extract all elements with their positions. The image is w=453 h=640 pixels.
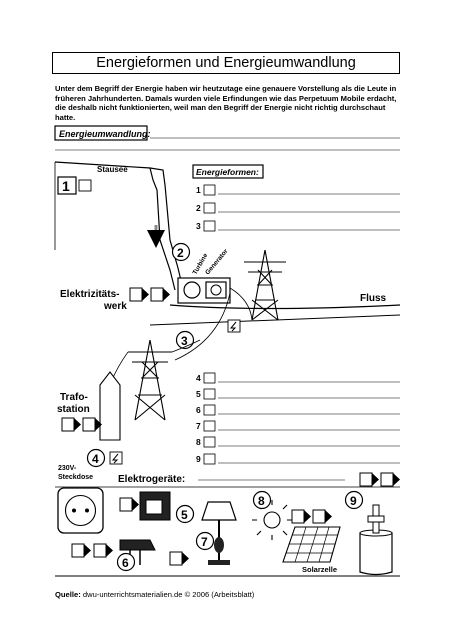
- solar-answer-boxes: [292, 510, 332, 523]
- energy-row-1: [196, 185, 400, 195]
- power-mast-2: [128, 340, 172, 420]
- rotation-icon: [204, 203, 215, 213]
- energy-row-number: 4: [196, 373, 201, 383]
- energy-row-number: 7: [196, 421, 201, 431]
- intro-text: Unter dem Begriff der Energie haben wir heutzutage eine genauere Vorstellung als die Leute in früheren Jahrhunderten. Damals wurden viele Erfindungen wie das Perpetuum Mobile erdacht, die deshalb nicht funktionierten, weil man den Begriff der Energie nicht richtig durchschaut hatte.: [55, 84, 397, 122]
- generator-label: Generator: [204, 247, 230, 277]
- energy-icon-box: [204, 185, 215, 195]
- energy-answer-box: [79, 180, 91, 191]
- stausee-label: Stausee: [97, 165, 128, 174]
- number-5: 5: [181, 508, 188, 522]
- lightning-icon: [204, 221, 215, 231]
- trafo-station: [100, 372, 120, 440]
- power-mast-1: [244, 250, 286, 320]
- lightning-icon: [228, 320, 240, 332]
- steckdose-label-1: 230V-: [58, 465, 77, 472]
- elektrogeraete-label: Elektrogeräte:: [118, 474, 186, 485]
- energy-row-5: [196, 389, 400, 399]
- trafo-label-1: Trafo-: [60, 392, 88, 403]
- number-7: 7: [201, 535, 208, 549]
- number-2: 2: [177, 246, 184, 260]
- number-3: 3: [181, 334, 188, 348]
- page-title-text: Energieformen und Energieumwandlung: [96, 55, 356, 71]
- solar-panel-icon: [283, 527, 340, 562]
- energy-row-number: 8: [196, 437, 201, 447]
- energy-row-number: 2: [196, 203, 201, 213]
- lightning-icon: [110, 452, 122, 464]
- footer-label: Quelle:: [55, 590, 81, 599]
- energy-list-top: [196, 185, 400, 231]
- number-9: 9: [350, 494, 357, 508]
- number-1: 1: [62, 178, 70, 194]
- trafo-label-2: station: [57, 404, 90, 415]
- energy-row-4: [196, 373, 400, 383]
- solarzelle-label: Solarzelle: [302, 565, 338, 574]
- energy-row-9: [196, 454, 400, 464]
- energy-row-number: 9: [196, 454, 201, 464]
- fluss-label: Fluss: [360, 293, 387, 304]
- kraftwerk-label-1: Elektrizitäts-: [60, 289, 120, 300]
- footer: [55, 590, 254, 599]
- energieumwandlung-label: Energieumwandlung:: [59, 129, 151, 139]
- heater-icon: [360, 473, 400, 575]
- number-4: 4: [92, 452, 99, 466]
- mixer-icon: [72, 540, 155, 565]
- number-6: 6: [122, 556, 129, 570]
- energy-row-number: 1: [196, 185, 201, 195]
- energieformen-label: Energieformen:: [196, 167, 259, 177]
- energy-list-bottom: [196, 373, 400, 464]
- turbine-label: Turbine: [191, 252, 210, 276]
- number-8: 8: [258, 494, 265, 508]
- steckdose-label-2: Steckdose: [58, 474, 94, 481]
- energy-row-number: 3: [196, 221, 201, 231]
- river: [170, 305, 400, 309]
- coffee-machine-icon: [120, 492, 170, 520]
- energy-row-3: [196, 221, 400, 231]
- energy-row-2: [196, 203, 400, 213]
- kraftwerk-answer-boxes: [130, 288, 170, 301]
- energy-row-number: 6: [196, 405, 201, 415]
- energy-row-number: 5: [196, 389, 201, 399]
- energy-row-7: [196, 421, 400, 431]
- footer-text: dwu-unterrichtsmaterialien.de © 2006 (Arbeitsblatt): [80, 590, 255, 599]
- energy-row-6: [196, 405, 400, 415]
- turbine-icon: [184, 282, 200, 298]
- kraftwerk-label-2: werk: [104, 301, 127, 312]
- trafo-answer-boxes: [62, 418, 102, 431]
- energy-row-8: [196, 437, 400, 447]
